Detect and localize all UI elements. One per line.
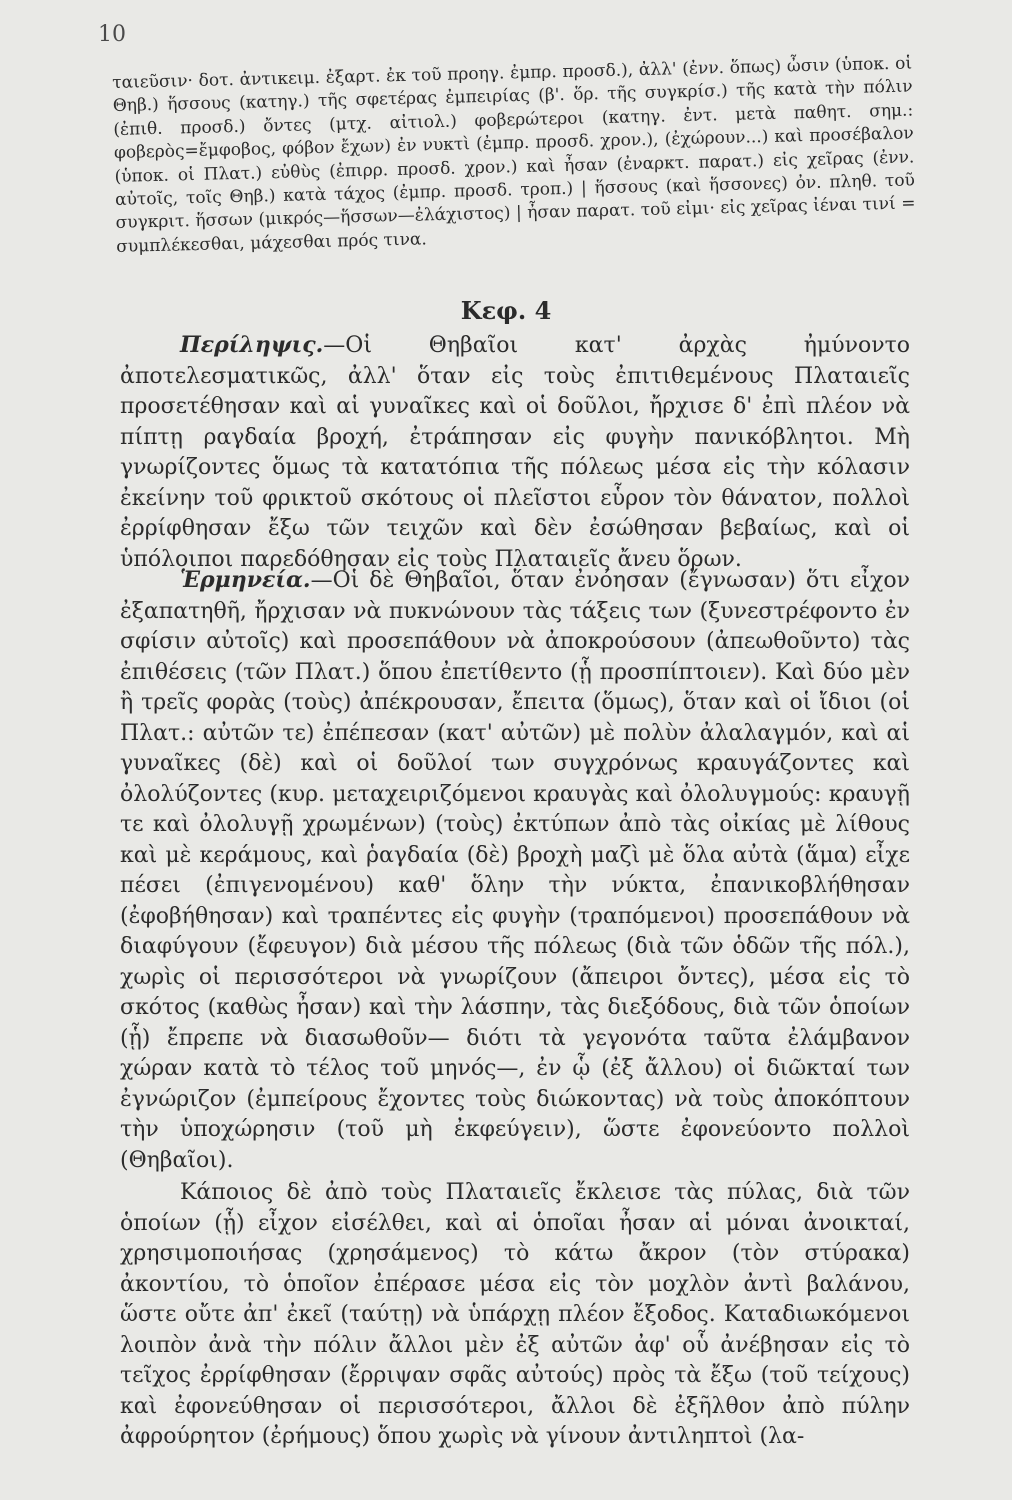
summary-paragraph xyxy=(120,330,910,575)
interpretation-paragraph xyxy=(120,565,910,1176)
interpretation-section xyxy=(120,565,910,1453)
grammar-notes xyxy=(112,52,916,259)
section-heading: Κεφ. 4 xyxy=(460,296,552,325)
summary-section xyxy=(120,330,910,575)
interpretation-label: Ἑρμηνεία. xyxy=(180,567,311,593)
summary-label: Περίληψις. xyxy=(180,332,324,358)
interpretation-paragraph: Κάποιος δὲ ἀπὸ τοὺς Πλαταιεῖς ἔκλεισε τὰς πύλας, διὰ τῶν ὁποίων (ᾗ) εἶχον εἰσέλθει, καὶ αἱ ὁποῖαι ἦσαν αἱ μόναι ἀνοικταί, χρησιμοποιήσας (χρησάμενος) τὸ κάτω ἄκρον (τὸν στύρακα) ἀκοντίου, τὸ ὁποῖον ἐπέρασε μέσα εἰς τὸν μοχλὸν ἀντὶ βαλάνου, ὥστε οὔτε ἀπ' ἐκεῖ (ταύτῃ) νὰ ὑπάρχῃ πλέον ἔξοδος. Καταδιωκόμενοι λοιπὸν ἀνὰ τὴν πόλιν ἄλλοι μὲν ἐξ αὐτῶν ἀφ' οὗ ἀνέβησαν εἰς τὸ τεῖχος ἐρρίφθησαν (ἔρριψαν σφᾶς αὐτούς) πρὸς τὰ ἔξω (τοῦ τείχους) καὶ ἐφονεύθησαν οἱ περισσότεροι, ἄλλοι δὲ ἐξῆλθον ἀπὸ πύλην ἀφρούρητον (ἐρήμους) ὅπου χωρὶς νὰ γίνουν ἀντιληπτοὶ (λα- xyxy=(120,1180,910,1449)
grammar-notes-text: ταιεῦσιν· δοτ. ἀντικειμ. ἐξαρτ. ἐκ τοῦ προηγ. ἐμπρ. προσδ.), ἀλλ' (ἐνν. ὅπως) ὦσιν (ὑποκ. οἱ Θηβ.) ἥσσους (κατηγ.) τῆς σφετέρας ἐμπειρίας (β'. ὅρ. τῆς συγκρίσ.) τῆς κατὰ τὴν πόλιν (ἐπιθ. προσδ.) ὄντες (μτχ. αἰτιολ.) φοβερώτεροι (κατηγ. ἐντ. μετὰ παθητ. σημ.: φοβερὸς=ἔμφοβος, φόβον ἔχων) ἐν νυκτὶ (ἐμπρ. προσδ. χρον.), (ἐχώρουν...) καὶ προσέβαλον (ὑποκ. οἱ Πλατ.) εὐθὺς (ἐπιρρ. προσδ. χρον.) καὶ ἦσαν (ἐναρκτ. παρατ.) εἰς χεῖρας (ἐνν. αὐτοῖς, τοῖς Θηβ.) κατὰ τάχος (ἐμπρ. προσδ. τροπ.) | ἥσσους (καὶ ἥσσονες) ὀν. πληθ. τοῦ συγκριτ. ἥσσων (μικρός—ἥσσων—ἐλάχιστος) | ἦσαν παρατ. τοῦ εἰμι· εἰς χεῖρας ἰέναι τινί = συμπλέκεσθαι, μάχεσθαι πρός τινα. xyxy=(112,53,916,257)
page-number: 10 xyxy=(98,22,126,47)
interpretation-text: —Οἱ δὲ Θηβαῖοι, ὅταν ἐνόησαν (ἔγνωσαν) ὅτι εἶχον ἐξαπατηθῆ, ἤρχισαν νὰ πυκνώνουν τὰς τάξεις των (ξυνεστρέφοντο ἐν σφίσιν αὐτοῖς) καὶ προσεπάθουν νὰ ἀποκρούσουν (ἀπεωθοῦντο) τὰς ἐπιθέσεις (τῶν Πλατ.) ὅπου ἐπετίθεντο (ᾗ προσπίπτοιεν). Καὶ δύο μὲν ἢ τρεῖς φορὰς (τοὺς) ἀπέκρουσαν, ἔπειτα (ὅμως), ὅταν καὶ οἱ ἴδιοι (οἱ Πλατ.: αὐτῶν τε) ἐπέπεσαν (κατ' αὐτῶν) μὲ πολὺν ἀλαλαγμόν, καὶ αἱ γυναῖκες (δὲ) καὶ οἱ δοῦλοί των συγχρόνως κραυγάζοντες καὶ ὀλολύζοντες (κυρ. μεταχειριζόμενοι κραυγὰς καὶ ὀλολυγμούς: κραυγῇ τε καὶ ὀλολυγῇ χρωμένων) (τοὺς) ἐκτύπων ἀπὸ τὰς οἰκίας μὲ λίθους καὶ μὲ κεράμους, καὶ ῥαγδαία (δὲ) βροχὴ μαζὶ μὲ ὅλα αὐτὰ (ἅμα) εἶχε πέσει (ἐπιγενομένου) καθ' ὅλην τὴν νύκτα, ἐπανικοβλήθησαν (ἐφοβήθησαν) καὶ τραπέντες εἰς φυγὴν (τραπόμενοι) προσεπάθουν νὰ διαφύγουν (ἔφευγον) διὰ μέσου τῆς πόλεως (διὰ τῶν ὁδῶν τῆς πόλ.), χωρὶς οἱ περισσότεροι νὰ γνωρίζουν (ἄπειροι ὄντες), μέσα εἰς τὸ σκότος (καθὼς ἦσαν) καὶ τὴν λάσπην, τὰς διεξόδους, διὰ τῶν ὁποίων (ᾗ) ἔπρεπε νὰ διασωθοῦν— διότι τὰ γεγονότα ταῦτα ἐλάμβανον χώραν κατὰ τὸ τέλος τοῦ μηνός—, ἐν ᾧ (ἐξ ἄλλου) οἱ διῶκταί των ἐγνώριζον (ἐμπείρους ἔχοντες τοὺς διώκοντας) νὰ τοὺς ἀποκόπτουν τὴν ὑποχώρησιν (τοῦ μὴ ἐκφεύγειν), ὥστε ἐφονεύοντο πολλοὶ (Θηβαῖοι). xyxy=(120,568,910,1173)
summary-text: —Οἱ Θηβαῖοι κατ' ἀρχὰς ἠμύνοντο ἀποτελεσματικῶς, ἀλλ' ὅταν εἰς τοὺς ἐπιτιθεμένους Πλαταιεῖς προσετέθησαν καὶ αἱ γυναῖκες καὶ οἱ δοῦλοι, ἤρχισε δ' ἐπὶ πλέον νὰ πίπτῃ ραγδαία βροχή, ἐτράπησαν εἰς φυγὴν πανικόβλητοι. Μὴ γνωρίζοντες ὅμως τὰ κατατόπια τῆς πόλεως μέσα εἰς τὴν κόλασιν ἐκείνην τοῦ φρικτοῦ σκότους οἱ πλεῖστοι εὗρον τὸν θάνατον, πολλοὶ ἐρρίφθησαν ἔξω τῶν τειχῶν καὶ δὲν ἐσώθησαν βεβαίως, καὶ οἱ ὑπόλοιποι παρεδόθησαν εἰς τοὺς Πλαταιεῖς ἄνευ ὅρων. xyxy=(120,333,910,572)
